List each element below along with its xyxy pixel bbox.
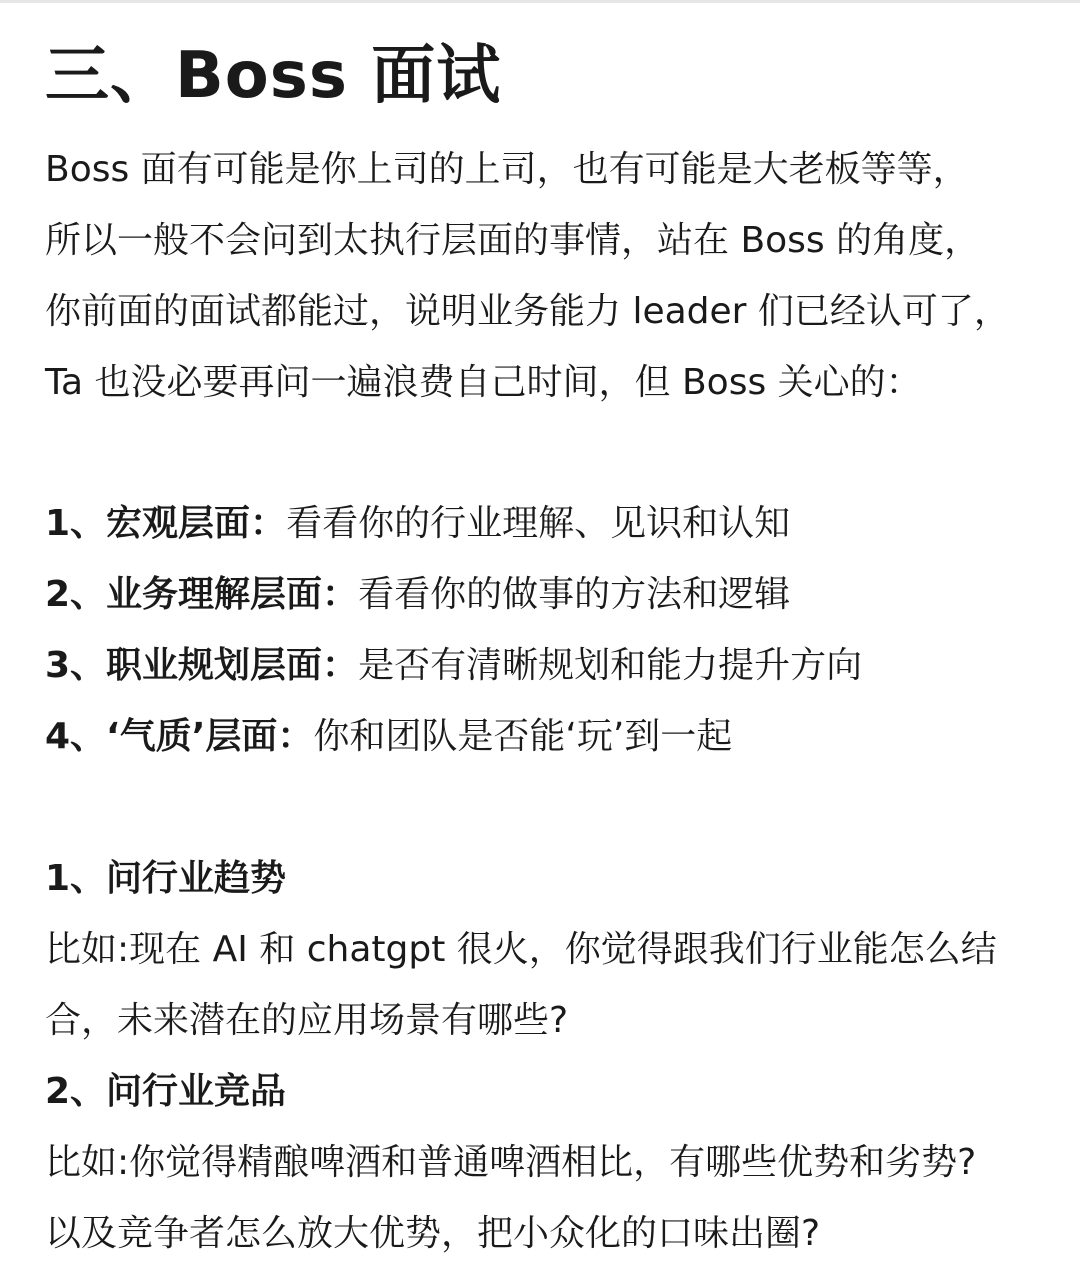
concern-item xyxy=(45,573,790,617)
intro-line: 你前面的面试都能过，说明业务能力 leader 们已经认可了， xyxy=(45,291,1010,332)
intro-line: Boss 面有可能是你上司的上司，也有可能是大老板等等， xyxy=(45,149,969,190)
concern-item xyxy=(45,715,732,759)
concern-item xyxy=(45,644,862,688)
concern-label: 3、职业规划层面： xyxy=(45,645,359,686)
concern-text: 看看你的行业理解、见识和认知 xyxy=(286,503,791,544)
concern-text: 是否有清晰规划和能力提升方向 xyxy=(358,645,863,686)
question-example-line: 以及竞争者怎么放大优势，把小众化的口味出圈? xyxy=(45,1213,821,1254)
question-example-line: 合，未来潜在的应用场景有哪些? xyxy=(45,1000,569,1041)
question-example-line: 比如:你觉得精酿啤酒和普通啤酒相比，有哪些优势和劣势? xyxy=(45,1142,977,1183)
top-divider xyxy=(0,0,1080,3)
question-heading: 1、问行业趋势 xyxy=(45,858,287,899)
concern-label: 2、业务理解层面： xyxy=(45,574,359,615)
page-title: 三、Boss 面试 xyxy=(45,39,502,113)
intro-line: Ta 也没必要再问一遍浪费自己时间，但 Boss 关心的： xyxy=(45,362,922,403)
concern-item xyxy=(45,502,790,546)
question-heading: 2、问行业竞品 xyxy=(45,1071,287,1112)
concern-text: 你和团队是否能‘玩’到一起 xyxy=(313,716,733,757)
concern-label: 1、宏观层面： xyxy=(45,503,287,544)
concern-label: 4、‘气质’层面： xyxy=(45,716,314,757)
intro-line: 所以一般不会问到太执行层面的事情，站在 Boss 的角度， xyxy=(45,220,981,261)
question-example-line: 比如:现在 AI 和 chatgpt 很火，你觉得跟我们行业能怎么结 xyxy=(45,929,997,970)
concern-text: 看看你的做事的方法和逻辑 xyxy=(358,574,791,615)
